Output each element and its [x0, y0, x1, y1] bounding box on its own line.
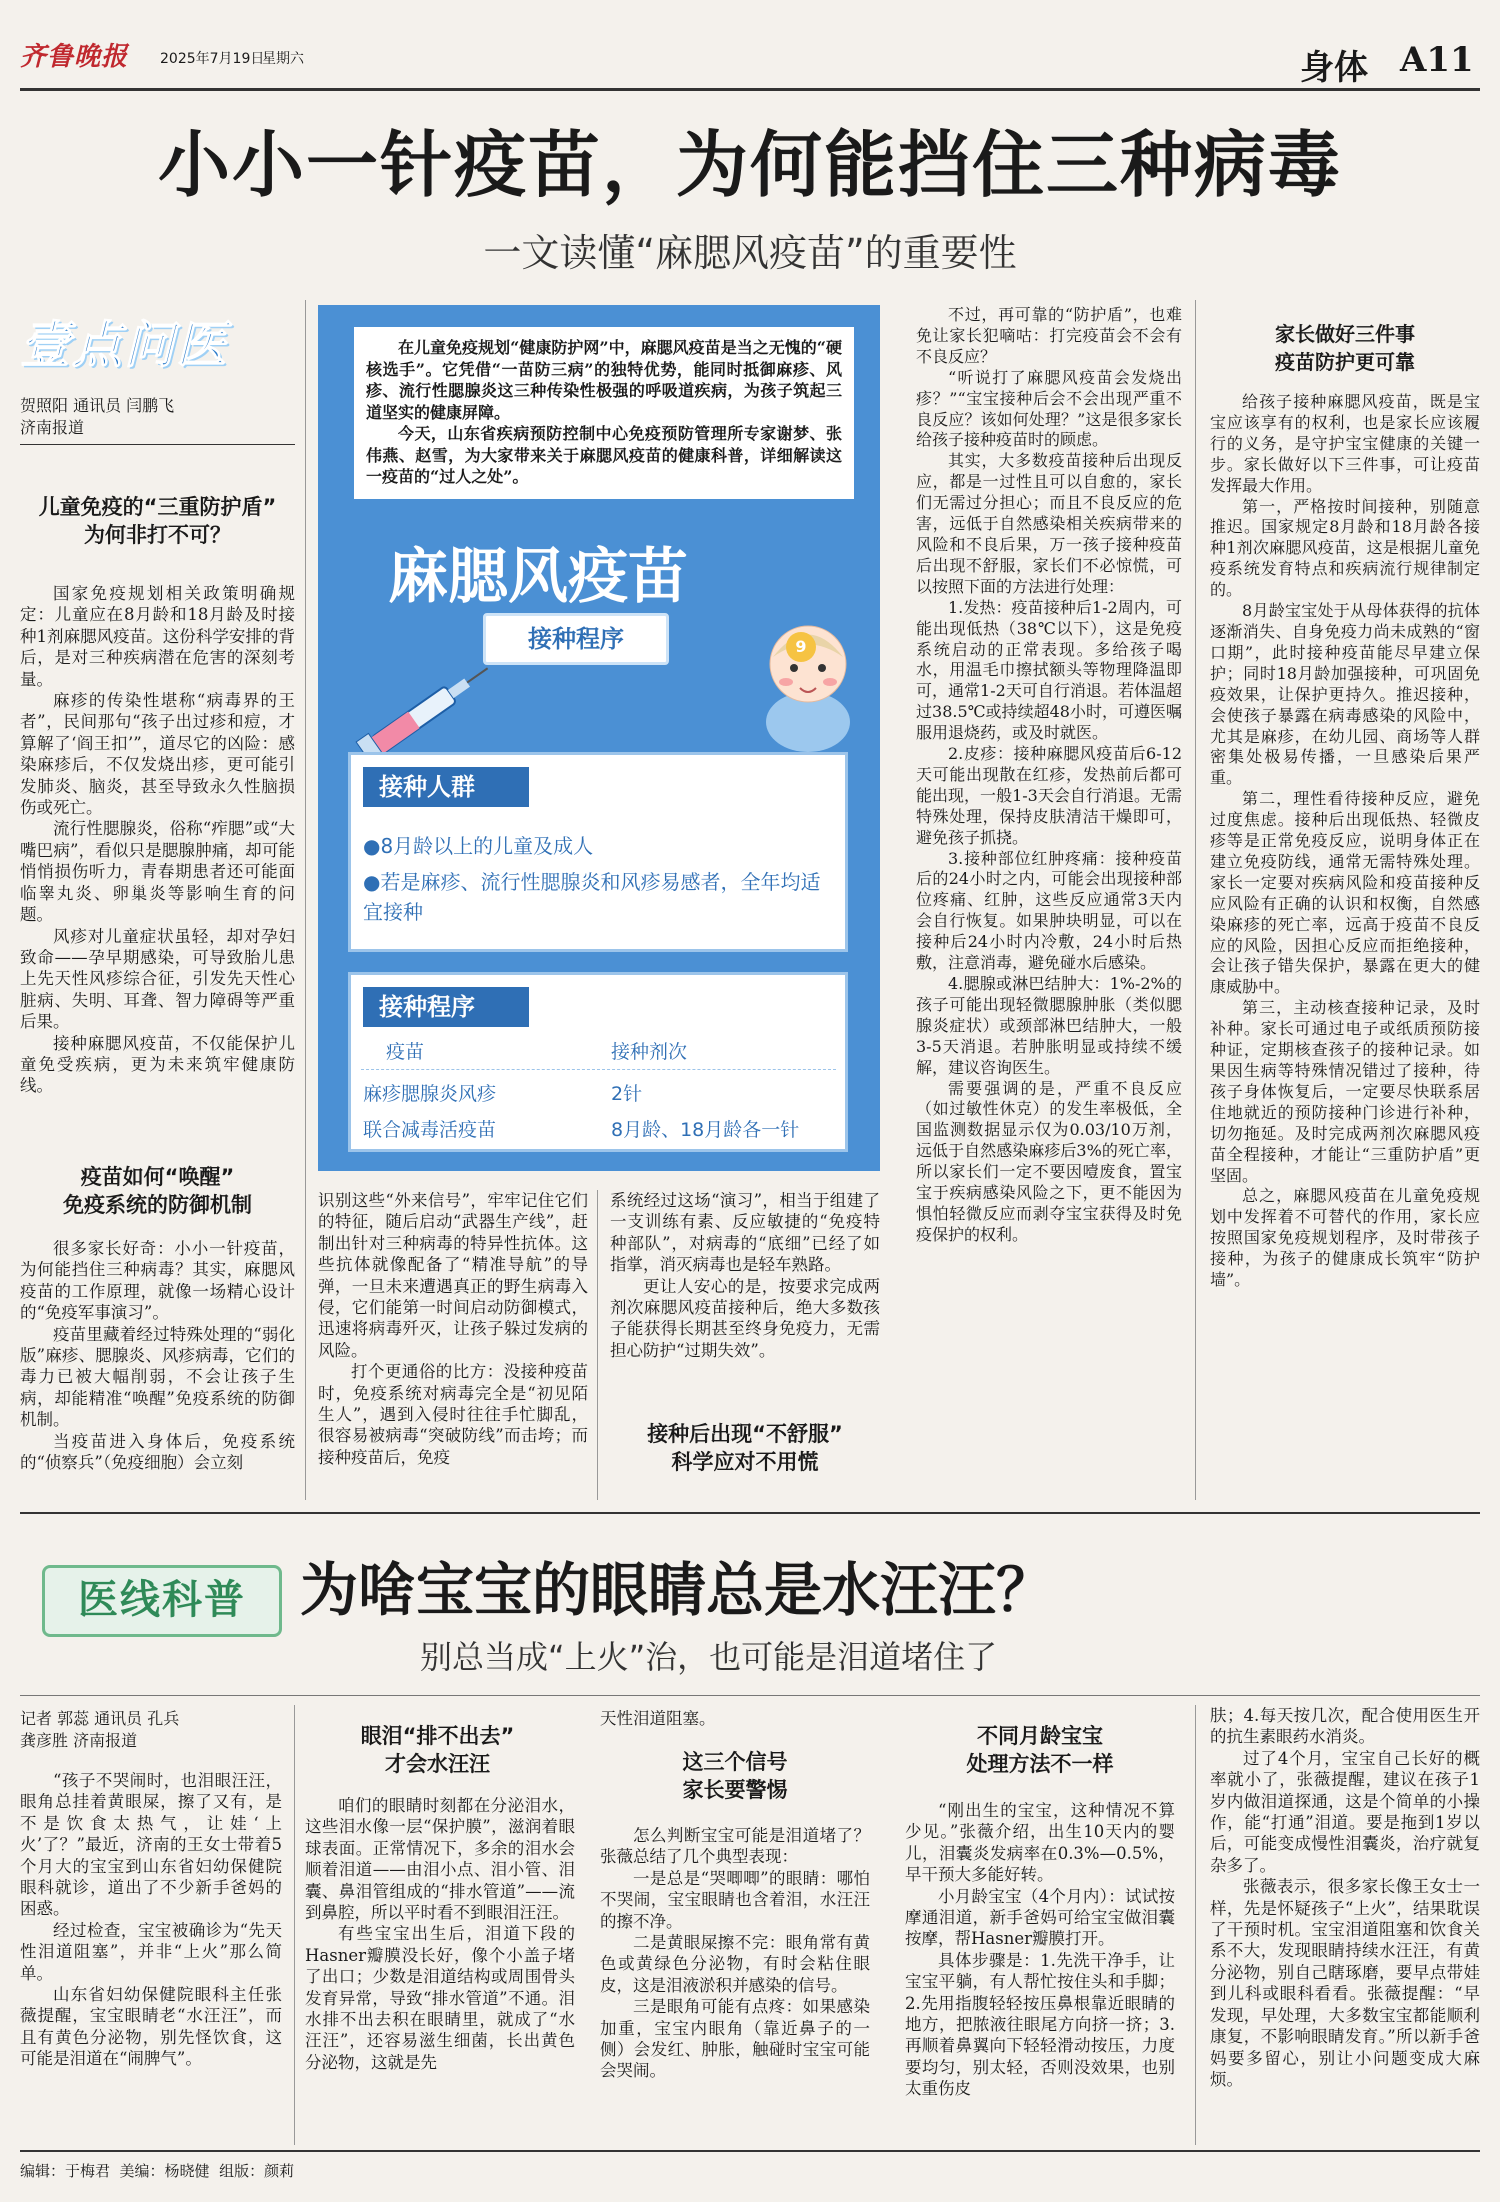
story2-column-4 — [905, 1800, 1175, 2100]
paragraph: 总之，麻腮风疫苗在儿童免疫规划中发挥着不可替代的作用，家长应按照国家免疫规划程序，及时带孩子接种，为孩子的健康成长筑牢“防护墙”。 — [1210, 1186, 1480, 1290]
column-1a — [20, 583, 295, 1097]
eligible-item: ●若是麻疹、流行性腮腺炎和风疹易感者，全年均适宜接种 — [363, 870, 821, 924]
paragraph: 更让人安心的是，按要求完成两剂次麻腮风疫苗接种后，绝大多数孩子能获得长期甚至终身免疫力，无需担心防护“过期失效”。 — [610, 1276, 880, 1360]
eligible-item: ●8月龄以上的儿童及成人 — [363, 834, 594, 858]
infographic-ribbon — [483, 613, 669, 665]
table-cell: 8月龄、18月龄各一针 — [611, 1119, 800, 1141]
issue-date: 2025年7月19日 — [160, 51, 265, 67]
column-1b — [20, 1238, 295, 1473]
paragraph: 给孩子接种麻腮风疫苗，既是宝宝应该享有的权利，也是家长应该履行的义务，是守护宝宝健康的关键一步。家长做好以下三件事，可让疫苗发挥最大作用。 — [1210, 392, 1480, 495]
column-5 — [1210, 392, 1480, 1291]
paragraph: 不过，再可靠的“防护盾”，也难免让家长犯嘀咕：打完疫苗会不会有不良反应？ — [916, 305, 1182, 366]
column-divider — [1195, 300, 1196, 1500]
subheadline-2: 别总当成“上火”治，也可能是泪道堵住了 — [420, 1638, 998, 1676]
vaccine-infographic — [318, 517, 880, 1171]
eligible-group-box — [348, 752, 848, 952]
schedule-box — [348, 972, 848, 1152]
table-cell: 麻疹腮腺炎风疹 — [363, 1083, 497, 1105]
subhead-wake-immune: 疫苗如何“唤醒” 免疫系统的防御机制 — [63, 1165, 252, 1217]
paragraph: 小月龄宝宝（4个月内）：试试按摩通泪道，新手爸妈可给宝宝做泪囊按摩，帮Hasner瓣膜打开。 — [905, 1886, 1175, 1949]
paragraph: 当疫苗进入身体后，免疫系统的“侦察兵”（免疫细胞）会立刻 — [20, 1431, 295, 1473]
paragraph: “孩子不哭闹时，也泪眼汪汪，眼角总挂着黄眼屎，擦了又有，是不是饮食太热气，让娃‘上火’了？”最近，济南的王女士带着5个月大的宝宝到山东省妇幼保健院眼科就诊，道出了不少新手爸妈的困惑。 — [20, 1771, 282, 1919]
paragraph: 8月龄宝宝处于从母体获得的抗体逐渐消失、自身免疫力尚未成熟的“窗口期”，此时接种疫苗能尽早建立保护；同时18月龄加强接种，可巩固免疫效果，让保护更持久。推迟接种，会使孩子暴露在病毒感染的风险中，尤其是麻疹，在幼儿园、商场等人群密集处极易传播，一旦感染后果严重。 — [1210, 601, 1480, 788]
story2-column-3-top: 天性泪道阻塞。 — [600, 1709, 716, 1728]
byline-location: 龚彦胜 济南报道 — [20, 1731, 138, 1750]
subhead-three-shields: 儿童免疫的“三重防护盾” 为何非打不可？ — [38, 495, 277, 547]
intro-paragraph: 在儿童免疫规划“健康防护网”中，麻腮风疫苗是当之无愧的“硬核选手”。它凭借“一苗防三病”的独特优势，能同时抵御麻疹、风疹、流行性腮腺炎这三种传染性极强的呼吸道疾病，为孩子筑起三道坚实的健康屏障。 — [366, 338, 842, 422]
baby-badge: 9 — [786, 632, 816, 662]
column-divider — [1195, 1705, 1196, 2145]
editor-credits: 编辑：于梅君 美编：杨晓健 组版：颜莉 — [20, 2162, 295, 2180]
paragraph: 第二，理性看待接种反应，避免过度焦虑。接种后出现低热、轻微皮疹等是正常免疫反应，说明身体正在建立免疫防线，通常无需特殊处理。家长一定要对疾病风险和疫苗接种反应风险有正确的认识和权衡，自然感染麻疹的死亡率，远高于疫苗不良反应的风险，因担心反应而拒绝接种，会让孩子错失保护，暴露在更大的健康威胁中。 — [1210, 789, 1480, 997]
intro-box — [318, 305, 880, 517]
baby-illustration-icon — [748, 602, 868, 752]
paragraph: 1.发热：疫苗接种后1-2周内，可能出现低热（38℃以下），这是免疫系统启动的正常表现。多给孩子喝水，用温毛巾擦拭额头等物理降温即可，通常1-2天可自行消退。若体温超过38.5℃或持续超48小时，可遵医嘱服用退烧药，或及时就医。 — [916, 597, 1182, 743]
byline-location: 济南报道 — [20, 418, 85, 437]
paragraph: “刚出生的宝宝，这种情况不算少见。”张薇介绍，出生10天内的婴儿，泪囊炎发病率在0.3%—0.5%，早干预大多能好转。 — [905, 1801, 1175, 1885]
intro-text — [354, 327, 854, 499]
column-4 — [916, 305, 1182, 1246]
intro-paragraph: 今天，山东省疾病预防控制中心免疫预防管理所专家谢梦、张伟燕、赵雪，为大家带来关于麻腮风疫苗的健康科普，详细解读这一疫苗的“过人之处”。 — [366, 424, 842, 486]
paragraph: 肤；4.每天按几次，配合使用医生开的抗生素眼药水消炎。 — [1210, 1706, 1480, 1747]
paragraph: 流行性腮腺炎，俗称“痄腮”或“大嘴巴病”，看似只是腮腺肿痛，却可能悄悄损伤听力，青春期患者还可能面临睾丸炎、卵巢炎等影响生育的问题。 — [20, 819, 295, 925]
paragraph: 很多家长好奇：小小一针疫苗，为何能挡住三种病毒？其实，麻腮风疫苗的工作原理，就像一场精心设计的“免疫军事演习”。 — [20, 1239, 295, 1323]
subhead-three-signals: 这三个信号 家长要警惕 — [682, 1750, 788, 1802]
column-2 — [318, 1190, 588, 1468]
story2-column-5 — [1210, 1705, 1480, 2090]
paragraph: “听说打了麻腮风疫苗会发烧出疹？”“宝宝接种后会不会出现严重不良反应？该如何处理？”这是很多家长给孩子接种疫苗时的顾虑。 — [916, 367, 1182, 450]
table-header-vaccine: 疫苗 — [386, 1041, 425, 1063]
paragraph: 麻疹的传染性堪称“病毒界的王者”，民间那句“孩子出过疹和痘，才算解了‘阎王扣’”，道尽它的凶险：感染麻疹后，不仅发烧出疹，更可能引发肺炎、脑炎，甚至导致永久性脑损伤或死亡。 — [20, 691, 295, 818]
paragraph: 有些宝宝出生后，泪道下段的Hasner瓣膜没长好，像个小盖子堵了出口；少数是泪道结构或周围骨头发育异常，导致“排水管道”不通。泪水排不出去积在眼睛里，就成了“水汪汪”，还容易滋生细菌，长出黄色分泌物，这就是先 — [305, 1924, 575, 2072]
column-divider — [294, 1705, 295, 2145]
story2-column-1 — [20, 1770, 282, 2070]
paragraph: 怎么判断宝宝可能是泪道堵了？张薇总结了几个典型表现： — [600, 1826, 870, 1867]
paragraph: 咱们的眼睛时刻都在分泌泪水，这些泪水像一层“保护膜”，滋润着眼球表面。正常情况下，多余的泪水会顺着泪道——由泪小点、泪小管、泪囊、鼻泪管组成的“排水管道”——流到鼻腔，所以平时看不到眼泪汪汪。 — [305, 1796, 575, 1923]
byline-reporters: 记者 郭蕊 通讯员 孔兵 — [20, 1709, 180, 1728]
section-name: 身体 — [1300, 48, 1368, 88]
table-header-doses: 接种剂次 — [611, 1041, 688, 1063]
column-logo-yidianwenyi — [20, 305, 230, 375]
subhead-by-age: 不同月龄宝宝 处理方法不一样 — [966, 1724, 1114, 1776]
column-divider — [305, 300, 306, 1500]
page-number: A11 — [1400, 40, 1474, 80]
paragraph: 三是眼角可能有点疼：如果感染加重，宝宝内眼角（靠近鼻子的一侧）会发红、肿胀，触碰时宝宝可能会哭闹。 — [600, 1997, 870, 2081]
byline-2 — [20, 1708, 179, 1752]
paragraph: 第一，严格按时间接种，别随意推迟。国家规定8月龄和18月龄各接种1剂次麻腮风疫苗，这是根据儿童免疫系统发育特点和疾病流行规律制定的。 — [1210, 496, 1480, 600]
table-cell: 联合减毒活疫苗 — [363, 1119, 497, 1141]
paragraph: 张薇表示，很多家长像王女士一样，先是怀疑孩子“上火”，结果耽误了干预时机。宝宝泪道阻塞和饮食关系不大，发现眼睛持续水汪汪，有黄分泌物，别自己瞎琢磨，要早点带娃到儿科或眼科看看。张薇提醒：“早发现，早处理，大多数宝宝都能顺利康复，不影响眼睛发育。”所以新手爸妈要多留心，别让小问题变成大麻烦。 — [1210, 1877, 1480, 2089]
paragraph: 疫苗里藏着经过特殊处理的“弱化版”麻疹、腮腺炎、风疹病毒，它们的毒力已被大幅削弱，不会让孩子生病，却能精准“唤醒”免疫系统的防御机制。 — [20, 1324, 295, 1430]
paragraph: 山东省妇幼保健院眼科主任张薇提醒，宝宝眼睛老“水汪汪”，而且有黄色分泌物，别先怪饮食，这可能是泪道在“闹脾气”。 — [20, 1985, 282, 2069]
column-logo-text: 壹点问医 — [20, 316, 228, 374]
header-rule — [20, 88, 1480, 91]
headline-rule — [20, 1695, 1480, 1696]
subhead-tears: 眼泪“排不出去” 才会水汪汪 — [360, 1724, 515, 1776]
paragraph: 识别这些“外来信号”，牢牢记住它们的特征，随后启动“武器生产线”，赶制出针对三种病毒的特异性抗体。这些抗体就像配备了“精准导航”的导弹，一旦未来遭遇真正的野生病毒入侵，它们能第一时间启动防御模式，迅速将病毒歼灭，让孩子躲过发病的风险。 — [318, 1191, 588, 1360]
masthead-logo: 齐鲁晚报 — [20, 42, 129, 72]
paragraph: 4.腮腺或淋巴结肿大：1%-2%的孩子可能出现轻微腮腺肿胀（类似腮腺炎症状）或颈部淋巴结肿大，一般3-5天消退。若肿胀明显或持续不缓解，建议咨询医生。 — [916, 974, 1182, 1077]
paragraph: 2.皮疹：接种麻腮风疫苗后6-12天可能出现散在红疹，发热前后都可能出现，一般1-3天会自行消退。无需特殊处理，保持皮肤清洁干燥即可，避免孩子抓挠。 — [916, 744, 1182, 847]
box-title: 接种程序 — [363, 987, 529, 1027]
issue-weekday: 星期六 — [262, 51, 304, 67]
headline-2: 为啥宝宝的眼睛总是水汪汪？ — [300, 1556, 1055, 1624]
paragraph: 打个更通俗的比方：没接种疫苗时，免疫系统对病毒完全是“初见陌生人”，遇到入侵时往往手忙脚乱，很容易被病毒“突破防线”而击垮；而接种疫苗后，免疫 — [318, 1362, 588, 1467]
paragraph: 经过检查，宝宝被确诊为“先天性泪道阻塞”，并非“上火”那么简单。 — [20, 1920, 282, 1983]
paragraph: 其实，大多数疫苗接种后出现反应，都是一过性且可以自愈的，家长们无需过分担心；而且不良反应的危害，远低于自然感染相关疾病带来的风险和不良后果，万一孩子接种疫苗后出现不舒服，家长们不必惊慌，可以按照下面的方法进行处理： — [916, 451, 1182, 596]
paragraph: 风疹对儿童症状虽轻，却对孕妇致命——孕早期感染，可导致胎儿患上先天性风疹综合征，引发先天性心脏病、失明、耳聋、智力障碍等严重后果。 — [20, 926, 295, 1032]
byline — [20, 395, 174, 439]
column-divider — [597, 1190, 598, 1500]
infographic-title: 麻腮风疫苗 — [388, 542, 688, 612]
paragraph: 3.接种部位红肿疼痛：接种疫苗后的24小时之内，可能会出现接种部位疼痛、红肿，这些反应通常3天内会自行恢复。如果肿块明显，可以在接种后24小时内冷敷，24小时后热敷，注意消毒，避免碰水后感染。 — [916, 848, 1182, 973]
subheadline: 一文读懂“麻腮风疫苗”的重要性 — [483, 231, 1017, 275]
table-divider — [361, 1069, 836, 1070]
paragraph: 第三，主动核查接种记录，及时补种。家长可通过电子或纸质预防接种证，定期核查孩子的接种记录。如果因生病等特殊情况错过了接种，待孩子身体恢复后，一定要尽快联系居住地就近的预防接种门诊进行补种，切勿拖延。及时完成两剂次麻腮风疫苗全程接种，才能让“三重防护盾”更坚固。 — [1210, 998, 1480, 1185]
paragraph: 过了4个月，宝宝自己长好的概率就小了，张薇提醒，建议在孩子1岁内做泪道探通，这是个简单的小操作，能“打通”泪道。要是拖到1岁以后，可能变成慢性泪囊炎，治疗就复杂多了。 — [1210, 1748, 1480, 1875]
paragraph: 需要强调的是，严重不良反应（如过敏性休克）的发生率极低，全国监测数据显示仅为0.03/10万剂，远低于自然感染麻疹后3%的死亡率，所以家长们一定不要因噎废食，置宝宝于疾病感染风险之下，更不能因为惧怕轻微反应而剥夺宝宝获得及时免疫保护的权利。 — [916, 1078, 1182, 1244]
paragraph: 接种麻腮风疫苗，不仅能保护儿童免受疾病，更为未来筑牢健康防线。 — [20, 1033, 295, 1096]
column-3 — [610, 1190, 880, 1361]
paragraph: 一是总是“哭唧唧”的眼睛：哪怕不哭闹，宝宝眼睛也含着泪，水汪汪的擦不净。 — [600, 1868, 870, 1931]
paragraph: 国家免疫规划相关政策明确规定：儿童应在8月龄和18月龄及时接种1剂麻腮风疫苗。这份科学安排的背后，是对三种疾病潜在危害的深刻考量。 — [20, 584, 295, 689]
box-title: 接种人群 — [363, 767, 529, 807]
table-cell: 2针 — [611, 1083, 643, 1105]
story-separator — [20, 1512, 1480, 1514]
byline-rule — [20, 444, 295, 445]
ribbon-label: 接种程序 — [528, 625, 624, 653]
story2-column-2 — [305, 1795, 575, 2073]
byline-reporters: 贺照阳 通讯员 闫鹏飞 — [20, 396, 175, 415]
subhead-three-things: 家长做好三件事 疫苗防护更可靠 — [1275, 322, 1415, 374]
paragraph: 系统经过这场“演习”，相当于组建了一支训练有素、反应敏捷的“免疫特种部队”，对病毒的“底细”已经了如指掌，消灭病毒也是轻车熟路。 — [610, 1191, 880, 1275]
subhead-side-effects: 接种后出现“不舒服” 科学应对不用慌 — [647, 1422, 843, 1474]
footer-rule — [20, 2150, 1480, 2152]
column-logo-text: 医线科普 — [78, 1577, 246, 1623]
paragraph: 二是黄眼屎擦不完：眼角常有黄色或黄绿色分泌物，有时会粘住眼皮，这是泪液淤积并感染的信号。 — [600, 1933, 870, 1995]
column-logo-yixiankepu — [42, 1565, 282, 1637]
headline: 小小一针疫苗，为何能挡住三种病毒 — [157, 122, 1342, 207]
story2-column-3 — [600, 1825, 870, 2082]
paragraph: 具体步骤是：1.先洗干净手，让宝宝平躺，有人帮忙按住头和手脚；2.先用指腹轻轻按压鼻根靠近眼睛的地方，把脓液往眼尾方向挤一挤；3.再顺着鼻翼向下轻轻滑动按压，力度要均匀，别太轻，否则没效果，也别太重伤皮 — [905, 1950, 1175, 2099]
